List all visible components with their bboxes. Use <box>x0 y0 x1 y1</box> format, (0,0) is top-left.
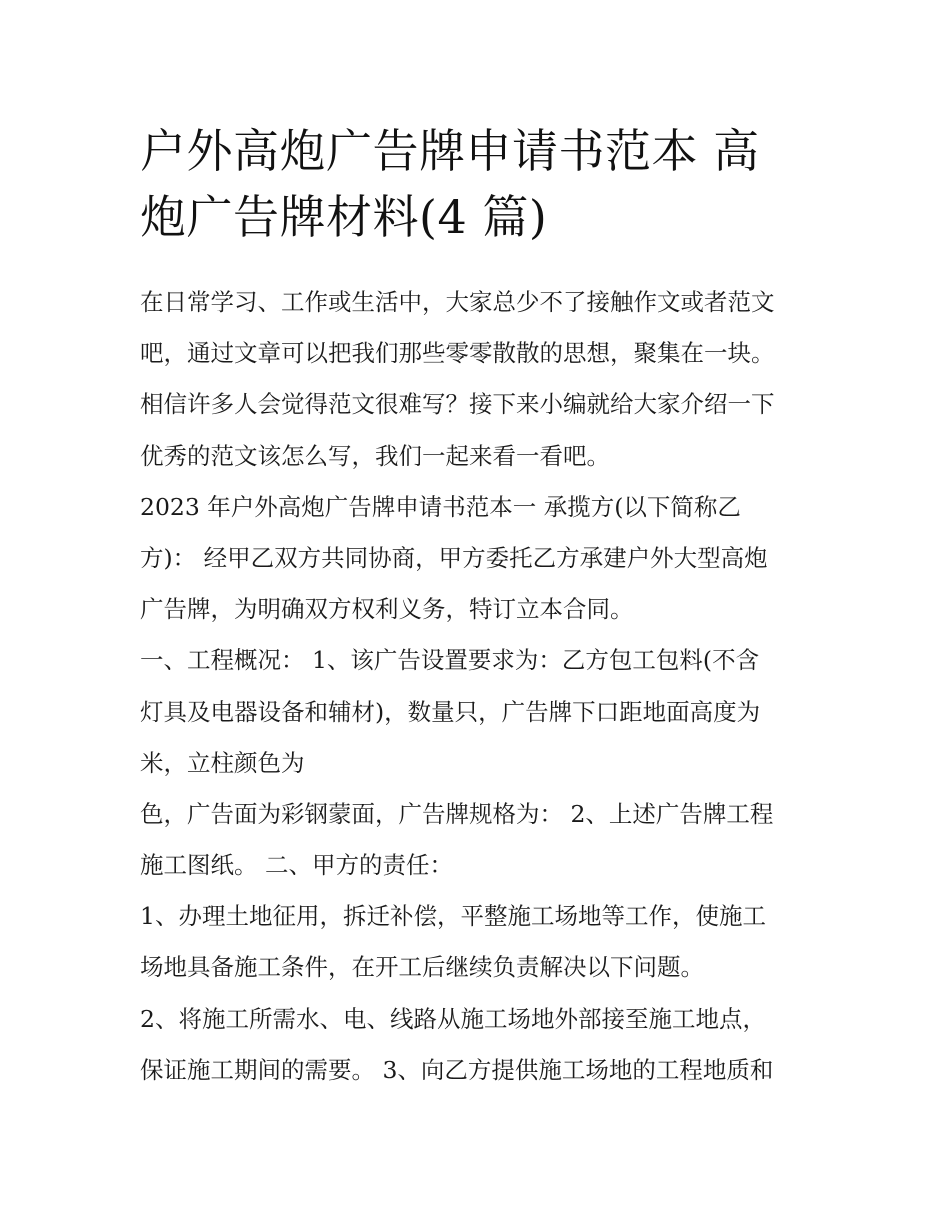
title-line-2: 炮广告牌材料(4 篇) <box>140 190 548 244</box>
body-line: 场地具备施工条件，在开工后继续负责解决以下问题。 <box>140 953 704 982</box>
body-line: 2023 年户外高炮广告牌申请书范本一 承揽方(以下简称乙 <box>140 492 741 521</box>
body-line: 2、将施工所需水、电、线路从施工场地外部接至施工地点， <box>140 1004 766 1033</box>
document-title <box>140 118 830 250</box>
body-line: 灯具及电器设备和辅材)，数量只，广告牌下口距地面高度为 <box>140 697 761 726</box>
body-line: 一、工程概况： 1、该广告设置要求为：乙方包工包料(不含 <box>140 646 760 675</box>
body-line: 相信许多人会觉得范文很难写？接下来小编就给大家介绍一下 <box>140 390 775 419</box>
body-line: 保证施工期间的需要。 3、向乙方提供施工场地的工程地质和 <box>140 1055 774 1084</box>
title-line-1: 户外高炮广告牌申请书范本 高 <box>140 124 760 178</box>
body-line: 施工图纸。 二、甲方的责任： <box>140 851 453 880</box>
body-line: 米，立柱颜色为 <box>140 748 305 777</box>
body-line: 方)： 经甲乙双方共同协商，甲方委托乙方承建户外大型高炮 <box>140 543 768 572</box>
body-line: 色，广告面为彩钢蒙面，广告牌规格为： 2、上述广告牌工程 <box>140 799 774 828</box>
body-line: 在日常学习、工作或生活中，大家总少不了接触作文或者范文 <box>140 288 775 316</box>
body-line: 广告牌，为明确双方权利义务，特订立本合同。 <box>140 595 634 624</box>
body-line: 1、办理土地征用，拆迁补偿，平整施工场地等工作，使施工 <box>140 902 766 931</box>
document-body <box>140 277 820 1096</box>
body-line: 吧，通过文章可以把我们那些零零散散的思想，聚集在一块。 <box>140 339 775 368</box>
body-line: 优秀的范文该怎么写，我们一起来看一看吧。 <box>140 441 610 470</box>
